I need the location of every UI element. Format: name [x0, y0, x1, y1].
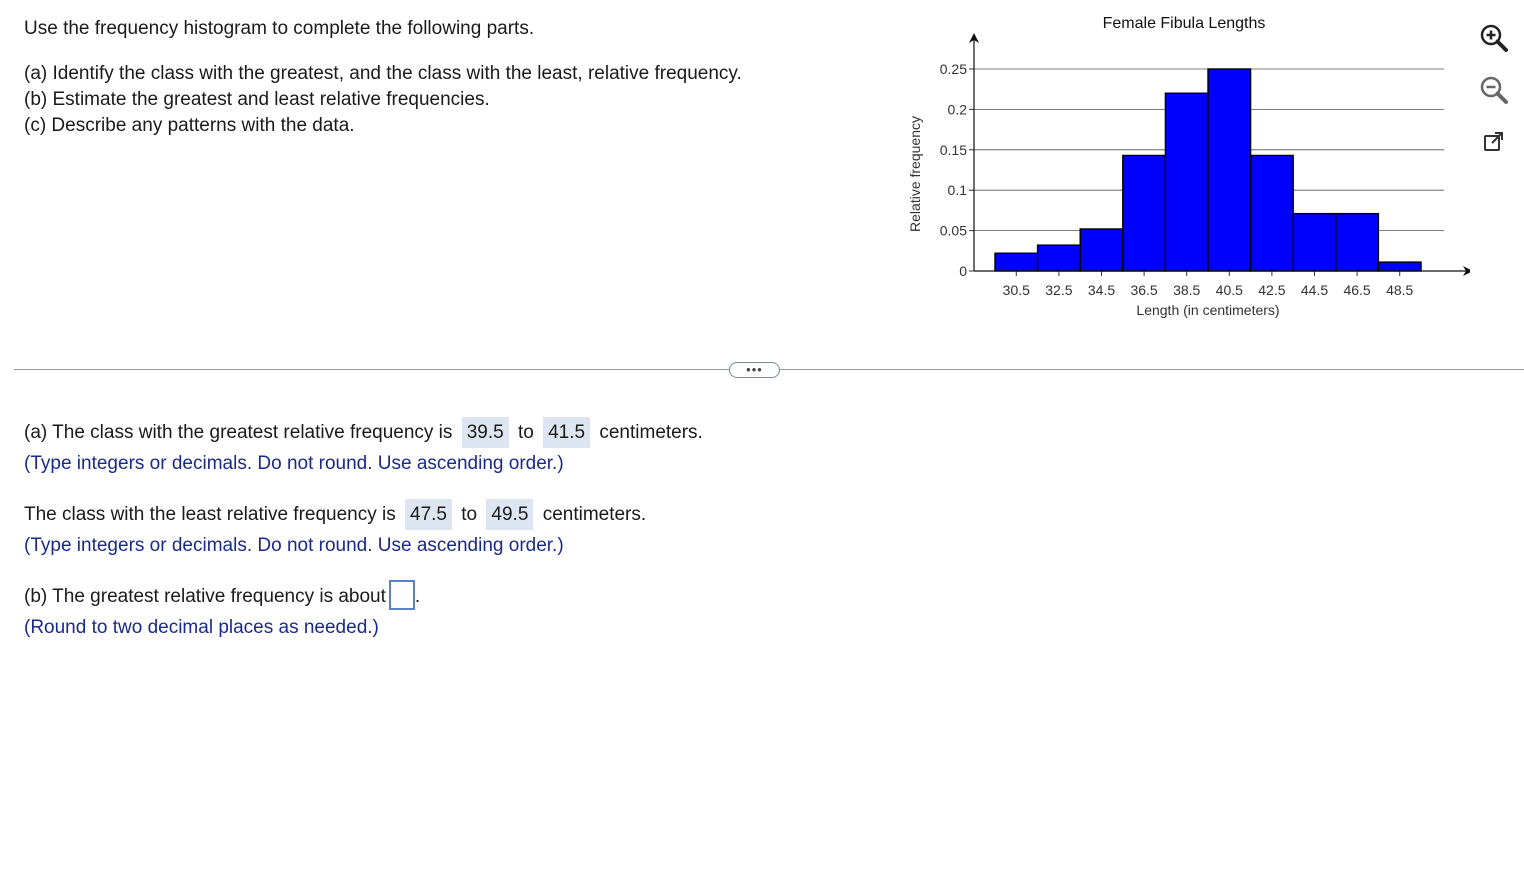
answer-a-least	[24, 499, 646, 561]
question-part-c: (c) Describe any patterns with the data.	[24, 115, 355, 136]
answer-a-greatest-to: to	[517, 422, 534, 443]
chart-bar	[1378, 262, 1421, 271]
chart-x-tick-label: 44.5	[1300, 282, 1329, 298]
chart-y-tick-label: 0	[959, 263, 967, 279]
chart-x-tick-label: 36.5	[1130, 282, 1158, 298]
answer-a-least-suffix: centimeters.	[542, 504, 647, 525]
answer-a-least-low[interactable]: 47.5	[405, 499, 452, 530]
chart-y-tick-label: 0.05	[939, 222, 967, 239]
histogram-chart	[900, 8, 1470, 328]
chart-bar	[1038, 245, 1081, 271]
answer-b-greatest-suffix: .	[414, 586, 421, 607]
chart-x-tick-label: 38.5	[1173, 282, 1201, 298]
answer-b-greatest-input[interactable]	[389, 580, 415, 610]
zoom-out-icon	[1478, 74, 1510, 106]
chart-bar	[1251, 155, 1294, 271]
answer-a-greatest-low[interactable]: 39.5	[462, 417, 509, 448]
zoom-in-button[interactable]	[1474, 18, 1514, 58]
answer-a-greatest-high[interactable]: 41.5	[543, 417, 590, 448]
chart-x-tick-label: 48.5	[1386, 282, 1414, 298]
zoom-in-icon	[1478, 22, 1510, 54]
question-parts	[24, 61, 742, 139]
answer-b-greatest	[24, 581, 420, 643]
chart-bar	[995, 253, 1038, 271]
question-prompt: Use the frequency histogram to complete the following parts.	[24, 18, 535, 39]
question-part-a: (a) Identify the class with the greatest, and the class with the least, relative frequency.	[24, 63, 742, 84]
chart-x-tick-label: 40.5	[1215, 282, 1243, 298]
chart-y-axis-label: Relative frequency	[907, 116, 923, 232]
answer-line	[24, 499, 646, 530]
chart-title: Female Fibula Lengths	[1102, 15, 1266, 32]
chart-y-tick-label: 0.15	[939, 141, 967, 158]
chart-x-tick-label: 30.5	[1002, 282, 1030, 298]
answer-a-greatest-prefix: (a) The class with the greatest relative frequency is	[24, 422, 453, 443]
answer-a-least-high[interactable]: 49.5	[486, 499, 533, 530]
chart-x-tick-label: 34.5	[1087, 282, 1116, 298]
chart-bars	[995, 69, 1421, 271]
answer-a-greatest	[24, 417, 703, 479]
chart-bar	[1336, 214, 1379, 271]
answer-line	[24, 417, 703, 448]
answer-b-greatest-hint: (Round to two decimal places as needed.)	[24, 617, 379, 638]
popout-button[interactable]	[1474, 122, 1514, 162]
answer-line	[24, 581, 420, 612]
zoom-out-button[interactable]	[1474, 70, 1514, 110]
chart-y-tick-label: 0.1	[947, 182, 967, 199]
chart-y-tick-label: 0.2	[947, 101, 967, 118]
chart-x-tick-label: 46.5	[1343, 282, 1371, 298]
chart-x-axis-label: Length (in centimeters)	[1136, 302, 1280, 318]
chart-bar	[1165, 93, 1208, 271]
answer-a-least-prefix: The class with the least relative frequency is	[24, 504, 396, 525]
answer-a-least-to: to	[461, 504, 478, 525]
chart-y-tick-label: 0.25	[939, 61, 967, 77]
chart-x-tick-label: 42.5	[1258, 282, 1286, 298]
answer-a-greatest-hint: (Type integers or decimals. Do not round. Use ascending order.)	[24, 453, 564, 474]
answer-a-least-hint: (Type integers or decimals. Do not round. Use ascending order.)	[24, 535, 564, 556]
chart-x-tick-label: 32.5	[1045, 282, 1073, 298]
answer-b-greatest-prefix: (b) The greatest relative frequency is about	[24, 586, 386, 607]
chart-bar	[1293, 214, 1336, 271]
question-part-b: (b) Estimate the greatest and least relative frequencies.	[24, 89, 490, 110]
popout-icon	[1482, 130, 1506, 154]
chart-bar	[1123, 155, 1166, 271]
chart-bar	[1080, 229, 1123, 271]
chart-bar	[1208, 69, 1251, 271]
more-options-button[interactable]: •••	[729, 362, 780, 378]
answer-a-greatest-suffix: centimeters.	[599, 422, 703, 443]
chart-tools	[1474, 18, 1518, 174]
